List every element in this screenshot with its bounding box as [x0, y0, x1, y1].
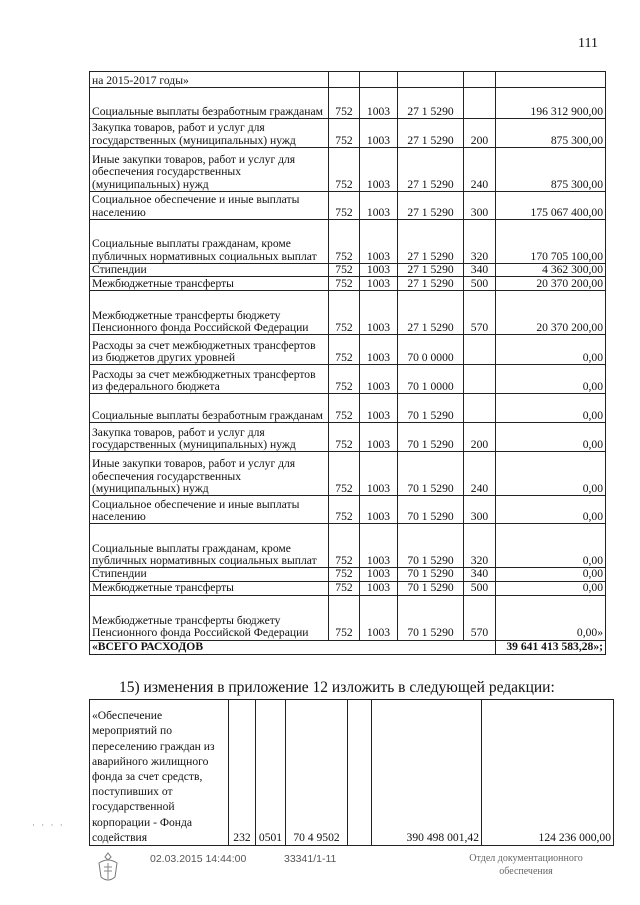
row-code-b: 1003: [360, 568, 398, 581]
row-code-a: 752: [329, 291, 360, 335]
table-row: [90, 220, 606, 264]
row-code-b: [360, 72, 398, 88]
row-name: Расходы за счет межбюджетных трансфертов из бюджетов других уровней: [90, 335, 329, 365]
row-code-a: 752: [329, 148, 360, 192]
row-code-b: 1003: [360, 192, 398, 220]
row-code-d: [464, 72, 496, 88]
row-code-d: 500: [464, 581, 496, 595]
row-code-c: 70 1 5290: [398, 394, 464, 423]
row-name: Межбюджетные трансферты бюджету Пенсионного фонда Российской Федерации: [90, 291, 329, 335]
row-code-b: 1003: [360, 277, 398, 291]
row-code-d: [464, 365, 496, 394]
row-name: Социальные выплаты безработным гражданам: [90, 88, 329, 119]
row-code-d: 300: [464, 192, 496, 220]
row-value: 0,00: [496, 423, 606, 452]
row-code-c: 27 1 5290: [398, 277, 464, 291]
table-row: [90, 72, 606, 88]
row-value: 0,00: [496, 496, 606, 524]
emblem-icon: [95, 851, 121, 885]
row-value-2: 124 236 000,00: [482, 700, 614, 846]
row-name: Стипендии: [90, 568, 329, 581]
expenses-table-body: [90, 72, 606, 655]
row-code-a: 232: [229, 700, 256, 846]
row-code-b: 1003: [360, 291, 398, 335]
instruction-heading: 15) изменения в приложение 12 изложить в следующей редакции:: [119, 679, 555, 696]
expenses-table: [89, 71, 606, 655]
row-code-c: 27 1 5290: [398, 148, 464, 192]
row-name: Социальные выплаты гражданам, кроме публичных нормативных социальных выплат: [90, 220, 329, 264]
row-code-c: [398, 72, 464, 88]
table-row: [90, 119, 606, 148]
row-code-c: 70 1 0000: [398, 365, 464, 394]
row-name: Закупка товаров, работ и услуг для государственных (муниципальных) нужд: [90, 119, 329, 148]
row-value-1: 390 498 001,42: [372, 700, 482, 846]
row-code-d: 320: [464, 220, 496, 264]
row-code-b: 1003: [360, 581, 398, 595]
row-code-b: 1003: [360, 496, 398, 524]
row-value: 20 370 200,00: [496, 277, 606, 291]
table-row: [90, 496, 606, 524]
row-name: Стипендии: [90, 264, 329, 277]
total-value: 39 641 413 583,28»;: [496, 640, 606, 654]
row-value: 4 362 300,00: [496, 264, 606, 277]
row-code-a: 752: [329, 452, 360, 496]
row-code-d: 200: [464, 423, 496, 452]
table-row: [90, 423, 606, 452]
row-code-d: [464, 394, 496, 423]
row-code-c: 27 1 5290: [398, 119, 464, 148]
row-value: 0,00: [496, 524, 606, 568]
row-code-c: 70 1 5290: [398, 524, 464, 568]
row-name: Социальные выплаты гражданам, кроме публичных нормативных социальных выплат: [90, 524, 329, 568]
row-value: 875 300,00: [496, 119, 606, 148]
row-code-c: 70 1 5290: [398, 581, 464, 595]
footer-doc-id: 33341/1-11: [284, 853, 337, 865]
row-name: Межбюджетные трансферты: [90, 581, 329, 595]
row-code-d: [464, 88, 496, 119]
appendix-12-table: [89, 699, 614, 846]
row-code-c: 27 1 5290: [398, 220, 464, 264]
table-row: [90, 568, 606, 581]
row-code-a: 752: [329, 581, 360, 595]
row-code-a: [329, 72, 360, 88]
row-code-d: 500: [464, 277, 496, 291]
total-row: [90, 640, 606, 654]
row-code-a: 752: [329, 192, 360, 220]
row-code-b: 1003: [360, 365, 398, 394]
page-number: 111: [578, 36, 598, 51]
row-code-d: 340: [464, 568, 496, 581]
row-name: Межбюджетные трансферты бюджету Пенсионного фонда Российской Федерации: [90, 595, 329, 640]
row-code-a: 752: [329, 88, 360, 119]
row-code-a: 752: [329, 394, 360, 423]
row-code-c: 27 1 5290: [398, 291, 464, 335]
row-name: Закупка товаров, работ и услуг для государственных (муниципальных) нужд: [90, 423, 329, 452]
table-row: [90, 700, 614, 846]
row-code-b: 1003: [360, 148, 398, 192]
row-code-d: [348, 700, 372, 846]
row-value: 0,00: [496, 452, 606, 496]
row-code-a: 752: [329, 524, 360, 568]
table-row: [90, 291, 606, 335]
row-value: 0,00: [496, 365, 606, 394]
row-code-a: 752: [329, 568, 360, 581]
row-code-d: 570: [464, 595, 496, 640]
table-row: [90, 277, 606, 291]
table-row: [90, 524, 606, 568]
footer-datetime: 02.03.2015 14:44:00: [150, 853, 247, 865]
row-code-a: 752: [329, 119, 360, 148]
table-row: [90, 365, 606, 394]
row-code-a: 752: [329, 423, 360, 452]
row-code-c: 27 1 5290: [398, 192, 464, 220]
row-value: 0,00»: [496, 595, 606, 640]
row-code-a: 752: [329, 277, 360, 291]
row-code-c: 70 0 0000: [398, 335, 464, 365]
table-row: [90, 581, 606, 595]
table-row: [90, 148, 606, 192]
row-value: 20 370 200,00: [496, 291, 606, 335]
row-code-d: 300: [464, 496, 496, 524]
row-code-a: 752: [329, 496, 360, 524]
row-value: 0,00: [496, 581, 606, 595]
row-code-b: 1003: [360, 220, 398, 264]
table-row: [90, 88, 606, 119]
row-name: Социальное обеспечение и иные выплаты населению: [90, 192, 329, 220]
row-value: 196 312 900,00: [496, 88, 606, 119]
row-code-b: 1003: [360, 264, 398, 277]
row-code-d: 320: [464, 524, 496, 568]
table-row: [90, 595, 606, 640]
margin-marks: · · · ·: [32, 820, 65, 830]
row-name: Социальные выплаты безработным гражданам: [90, 394, 329, 423]
row-code-b: 1003: [360, 595, 398, 640]
row-name: Межбюджетные трансферты: [90, 277, 329, 291]
row-value: 175 067 400,00: [496, 192, 606, 220]
row-code-d: 200: [464, 119, 496, 148]
row-code-c: 70 1 5290: [398, 423, 464, 452]
row-code-c: 27 1 5290: [398, 88, 464, 119]
row-code-a: 752: [329, 335, 360, 365]
row-name: Расходы за счет межбюджетных трансфертов из федерального бюджета: [90, 365, 329, 394]
row-code-b: 1003: [360, 452, 398, 496]
table-row: [90, 452, 606, 496]
row-value: 0,00: [496, 568, 606, 581]
row-code-c: 70 4 9502: [286, 700, 348, 846]
row-code-a: 752: [329, 264, 360, 277]
row-code-a: 752: [329, 220, 360, 264]
table-row: [90, 192, 606, 220]
row-value: 0,00: [496, 394, 606, 423]
row-name: на 2015-2017 годы»: [90, 72, 329, 88]
department-stamp: Отдел документационного обеспечения: [469, 853, 583, 877]
row-code-d: 570: [464, 291, 496, 335]
row-code-c: 70 1 5290: [398, 496, 464, 524]
row-value: 0,00: [496, 335, 606, 365]
row-code-d: [464, 335, 496, 365]
row-code-c: 70 1 5290: [398, 452, 464, 496]
row-code-b: 1003: [360, 394, 398, 423]
row-name: Социальное обеспечение и иные выплаты населению: [90, 496, 329, 524]
row-name: «Обеспечение мероприятий по переселению граждан из аварийного жилищного фонда за счет средств, поступивших от государственной корпорации - Фонда содействия: [90, 700, 229, 846]
total-label: «ВСЕГО РАСХОДОВ: [90, 640, 496, 654]
row-code-b: 1003: [360, 119, 398, 148]
row-code-a: 752: [329, 365, 360, 394]
table-row: [90, 264, 606, 277]
row-code-d: 340: [464, 264, 496, 277]
row-code-d: 240: [464, 452, 496, 496]
row-value: 875 300,00: [496, 148, 606, 192]
table-row: [90, 335, 606, 365]
row-code-b: 1003: [360, 423, 398, 452]
row-code-c: 27 1 5290: [398, 264, 464, 277]
row-value: [496, 72, 606, 88]
row-code-b: 1003: [360, 524, 398, 568]
table-row: [90, 394, 606, 423]
row-code-c: 70 1 5290: [398, 568, 464, 581]
row-code-b: 1003: [360, 88, 398, 119]
row-name: Иные закупки товаров, работ и услуг для обеспечения государственных (муниципальных) нужд: [90, 148, 329, 192]
row-name: Иные закупки товаров, работ и услуг для обеспечения государственных (муниципальных) нужд: [90, 452, 329, 496]
row-code-b: 1003: [360, 335, 398, 365]
row-value: 170 705 100,00: [496, 220, 606, 264]
row-code-a: 752: [329, 595, 360, 640]
row-code-c: 70 1 5290: [398, 595, 464, 640]
row-code-d: 240: [464, 148, 496, 192]
row-code-b: 0501: [256, 700, 286, 846]
